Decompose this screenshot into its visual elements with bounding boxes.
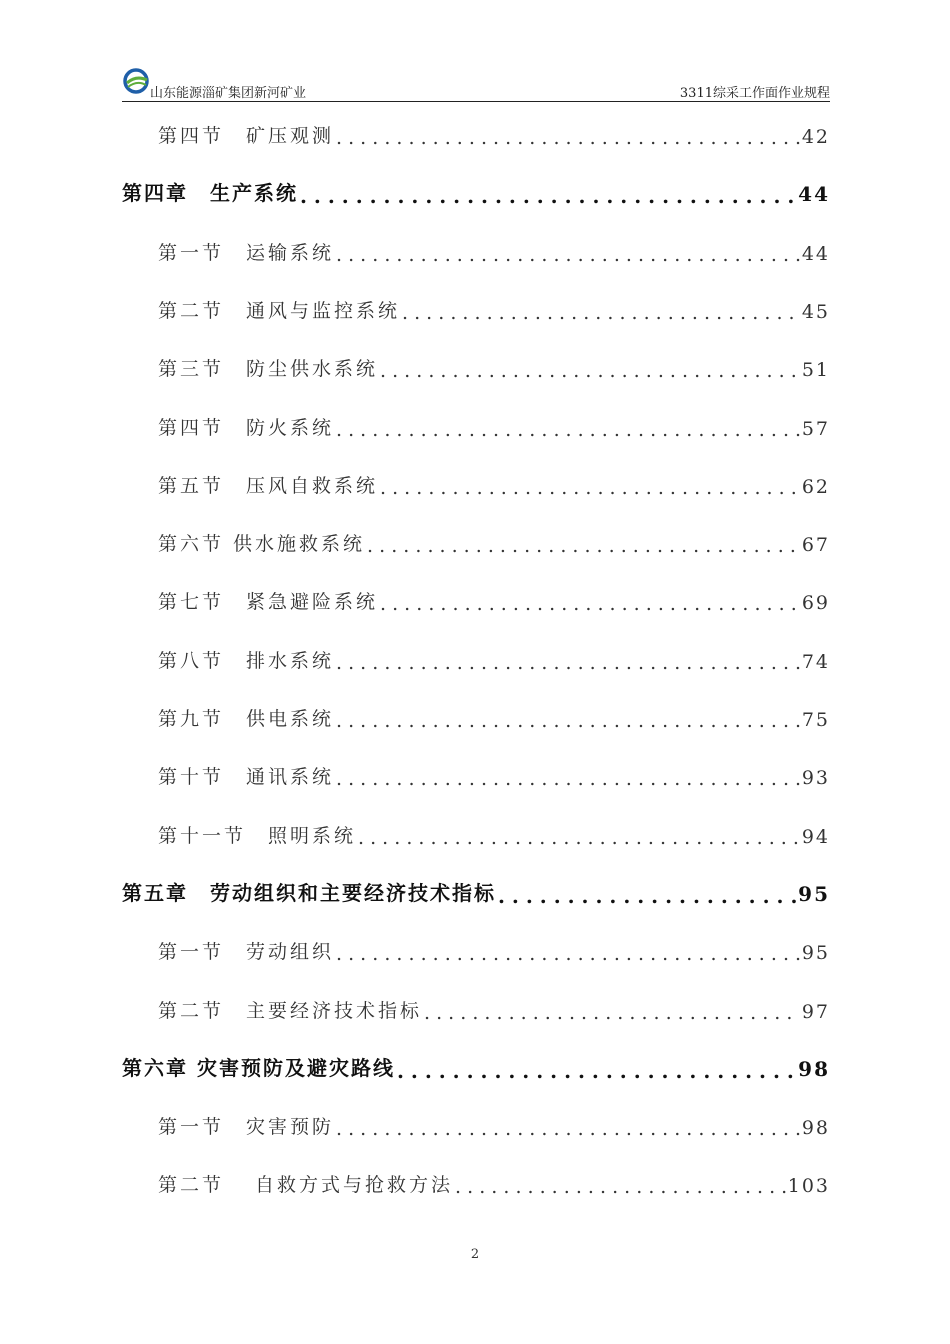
toc-entry-page: 95: [801, 942, 830, 964]
toc-entry-page: 98: [798, 1057, 830, 1081]
toc-entry-label: 第四节 防火系统: [158, 417, 335, 439]
toc-entry-label: 第九节 供电系统: [158, 708, 335, 730]
toc-chapter-entry[interactable]: [122, 876, 830, 906]
toc-entry-label: 第五节 压风自救系统: [158, 475, 379, 497]
page-number: 2: [470, 1247, 480, 1262]
toc-chapter-entry[interactable]: [122, 176, 830, 206]
toc-entry-page: 62: [801, 476, 830, 498]
toc-dot-leader: [380, 595, 800, 614]
toc-chapter-entry[interactable]: [122, 1051, 830, 1081]
toc-dot-leader: [336, 246, 800, 265]
toc-entry-label: 第五章 劳动组织和主要经济技术指标: [122, 881, 496, 905]
toc-entry-label: 第十一节 照明系统: [158, 825, 357, 847]
toc-section-entry[interactable]: [122, 1167, 830, 1197]
header-org-name: 山东能源淄矿集团新河矿业: [150, 86, 307, 101]
toc-dot-leader: [424, 1004, 800, 1023]
toc-section-entry[interactable]: [122, 584, 830, 614]
page-header: [122, 62, 830, 102]
toc-dot-leader: [336, 712, 800, 731]
toc-section-entry[interactable]: [122, 759, 830, 789]
toc-entry-label: 第七节 紧急避险系统: [158, 591, 379, 613]
toc-dot-leader: [336, 654, 800, 673]
toc-entry-page: 75: [801, 709, 830, 731]
header-doc-title: 3311综采工作面作业规程: [679, 86, 830, 101]
toc-entry-label: 第一节 运输系统: [158, 242, 335, 264]
toc-entry-label: 第一节 劳动组织: [158, 941, 335, 963]
toc-entry-page: 45: [801, 301, 830, 323]
toc-dot-leader: [336, 945, 800, 964]
toc-entry-page: 97: [801, 1001, 830, 1023]
toc-entry-page: 98: [801, 1117, 830, 1139]
toc-entry-page: 44: [801, 243, 830, 265]
toc-section-entry[interactable]: [122, 1109, 830, 1139]
toc-entry-label: 第八节 排水系统: [158, 650, 335, 672]
toc-dot-leader: [336, 421, 800, 440]
toc-section-entry[interactable]: [122, 235, 830, 265]
toc-entry-label: 第十节 通讯系统: [158, 766, 335, 788]
toc-dot-leader: [397, 1061, 796, 1081]
toc-section-entry[interactable]: [122, 351, 830, 381]
toc-entry-page: 95: [798, 882, 830, 906]
toc-dot-leader: [380, 362, 800, 381]
toc-dot-leader: [367, 537, 800, 556]
toc-entry-page: 69: [801, 592, 830, 614]
toc-entry-label: 第三节 防尘供水系统: [158, 358, 379, 380]
toc-entry-label: 第六章 灾害预防及避灾路线: [122, 1056, 395, 1080]
toc-entry-label: 第二节 主要经济技术指标: [158, 1000, 423, 1022]
company-logo-icon: [122, 66, 152, 96]
toc-section-entry[interactable]: [122, 993, 830, 1023]
toc-section-entry[interactable]: [122, 818, 830, 848]
toc-dot-leader: [336, 129, 800, 148]
toc-entry-page: 94: [801, 826, 830, 848]
toc-entry-page: 51: [801, 359, 830, 381]
toc-entry-page: 44: [798, 182, 830, 206]
toc-entry-label: 第四章 生产系统: [122, 181, 298, 205]
toc-dot-leader: [455, 1178, 786, 1197]
toc-entry-page: 93: [801, 767, 830, 789]
toc-section-entry[interactable]: [122, 934, 830, 964]
toc-entry-page: 103: [787, 1175, 830, 1197]
toc-section-entry[interactable]: [122, 293, 830, 323]
toc-entry-label: 第二节 自救方式与抢救方法: [158, 1174, 454, 1196]
toc-entry-page: 42: [801, 126, 830, 148]
toc-entry-label: 第六节 供水施救系统: [158, 533, 366, 555]
toc-section-entry[interactable]: [122, 643, 830, 673]
toc-dot-leader: [358, 829, 800, 848]
toc-dot-leader: [380, 479, 800, 498]
toc-dot-leader: [300, 186, 796, 206]
toc-entry-label: 第四节 矿压观测: [158, 125, 335, 147]
toc-dot-leader: [336, 770, 800, 789]
toc-entry-label: 第一节 灾害预防: [158, 1116, 335, 1138]
toc-entry-page: 57: [801, 418, 830, 440]
toc-entry-label: 第二节 通风与监控系统: [158, 300, 401, 322]
toc-dot-leader: [402, 304, 800, 323]
toc-section-entry[interactable]: [122, 468, 830, 498]
toc-section-entry[interactable]: [122, 410, 830, 440]
toc-dot-leader: [498, 886, 796, 906]
toc-section-entry[interactable]: [122, 118, 830, 148]
header-divider: [122, 101, 830, 102]
toc-section-entry[interactable]: [122, 526, 830, 556]
toc-section-entry[interactable]: [122, 701, 830, 731]
toc-dot-leader: [336, 1120, 800, 1139]
toc-entry-page: 74: [801, 651, 830, 673]
toc-entry-page: 67: [801, 534, 830, 556]
